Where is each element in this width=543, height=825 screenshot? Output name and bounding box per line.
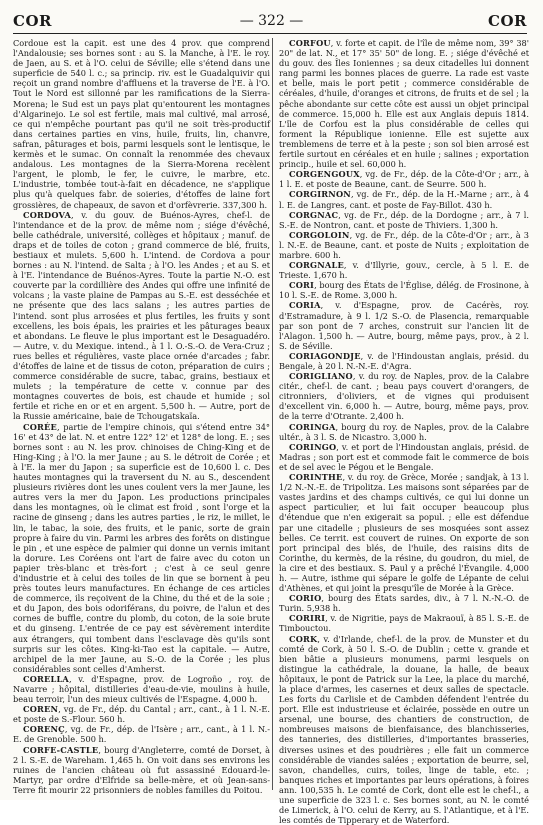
column-divider	[272, 38, 273, 790]
dictionary-entry	[279, 422, 529, 442]
entry-text: , v. et port de l'Hindoustan anglais, présid. de Madras ; son port est et commode fait le commerce de bois et de sel avec le Pégou et le Bengale.	[279, 441, 529, 472]
entry-text: Cordoue est la capit. est une des 4 prov. que comprend l'Andalousie; ses bornes sont : au S. la Manche, à l'E. le roy. de Jaen, au S. et à l'O. celui de Séville; elle s'étend dans une superficie de 540 l. c.; sa princip. riv. est le Guadalquivir qui reçoit un grand nombre d'affluens et la traverse de l'E. à l'O. Tout le Nord est sillonné par les ramifications de la Sierra-Morena; le Sud est un pays plat qu'entourent les montagnes d'Algarinejo. Le sol est fertile, mais mal cultivé, mal arrosé, ce qui n'empêche pourtant pas qu'il ne soit très-productif dans certaines parties en vins, huile, fruits, lin, chanvre, safran, pâturages et bois, parmi lesquels sont le lentisque, le kermès et le sumac. On connaît la renommée des chevaux andalous. Les montagnes de la Sierra-Morena recèlent l'argent, le plomb, le fer, le cuivre, le marbre, etc. L'industrie, tombée tout-à-fait en décadence, ne s'applique plus qu'à quelques fabr. de soieries, d'étoffes de laine fort grossières, de chapeaux, de savon et d'orfèvrerie. 337,300 h.	[13, 38, 270, 210]
entry-text: , v. d'Irlande, chef-l. de la prov. de Munster et du comté de Cork, à 50 l. S.-O. de Dublin ; cette v. grande et bien bâtie a plusieurs monumens, parmi lesquels on distingue la cathédrale, la douane, la halle, de beaux hôpitaux, le pont de Patrick sur la Lee, la place du marché, la place d'armes, les casernes et deux salles de spectacle. Les forts du Carlisle et de Cambden défendent l'entrée du port. Elle est industrieuse et éclairée, possède en outre un arsenal, une bourse, des chantiers de construction, de nombreuses maisons de bienfaisance, des blanchisseries, des tanneries, des distilleries, d'importantes brasseries, diverses usines et des poudrières ; elle fait un commerce considérable de viandes salées ; exportation de beurre, sel, savon, chandelles, cuirs, toiles, linge de table, etc. ; banques riches et importantes par leurs opérations, à foires ann. 100,535 h. Le comté de Cork, dont elle est le chef-l., a une superficie de 323 l. c. Ses bornes sont, au N. le comté de Limerick, à l'O. celui de Kerry, au S. l'Atlantique, et à l'E. les comtés de Tipperary et de Waterford.	[279, 633, 529, 825]
left-column	[13, 38, 270, 793]
entry-text: , v. forte et capit. de l'île de même nom, 39° 38' 20" de lat. N., et 17° 35' 50" de long. E. ; siége d'évêché et du gouv. des Îles Ioniennes ; sa deux citadelles lui donnent rang parmi les bonnes places de guerre. La rade est vaste et belle, mais le port petit ; commerce considérable de céréales, d'huile, d'oranges et citrons, de fruits et de sel ; la pêche abondante sur cette côte est aussi un objet principal de commerce. 15,000 h. Elle est aux Anglais depuis 1814. L'île de Corfou est la plus considérable de celles qui forment la République ionienne. Elle est sujette aux tremblemens de terre et à la peste ; son sol bien arrosé est fertile surtout en céréales et en huile ; salines ; exportation princip., huile et sel. 60,000 h.	[279, 38, 529, 170]
dictionary-entry	[279, 472, 529, 593]
dictionary-entry	[13, 210, 270, 422]
entry-text: , v. du roy. de Grèce, Morée ; sandjak, à 13 l. 1/2 N.-N.-E. de Tripolitza. Les maisons sont séparées par de vastes jardins et des champs cultivés, ce qui lui donne un aspect particulier, et lui fait occuper beaucoup plus d'étendue que n'en exigerait sa popul. ; elle est défendue par une citadelle ; plusieurs de ses mosquées sont assez belles. Ce territ. est couvert de ruines. On exporte de son port principal des blés, de l'huile, des raisins dits de Corinthe, du kermès, de la résine, du goudron, du miel, de la cire et des bestiaux. S. Paul y a prêché l'Évangile. 4,000 h. — Autre, isthme qui sépare le golfe de Lépante de celui d'Athènes, et qui joint la presqu'île de Morée à la Grèce.	[279, 472, 529, 594]
entry-headword: CORÉE	[23, 421, 57, 432]
header-rule	[13, 33, 527, 34]
dictionary-entry	[279, 189, 529, 209]
entry-text: , bourg des États de l'Église, délég. de Frosinone, à 10 l. S.-E. de Rome. 3,000 h.	[279, 280, 529, 301]
running-header	[0, 12, 543, 34]
entry-headword: CORELLA	[23, 673, 69, 684]
entry-headword: CORGNALE	[289, 260, 344, 271]
dictionary-entry	[279, 280, 529, 300]
dictionary-entry	[279, 210, 529, 230]
entry-headword: CORGOLOIN	[289, 229, 350, 240]
entry-text: , vg. de Fr., dép. du Cantal ; arr., cant., à 1 l. N.-E. et poste de S.-Flour. 560 h.	[13, 704, 270, 725]
dictionary-entry	[13, 704, 270, 724]
dictionary-entry	[13, 422, 270, 674]
entry-headword: CORIRI	[289, 613, 326, 624]
dictionary-entry	[279, 371, 529, 421]
entry-headword: CORDOVA	[23, 209, 72, 220]
right-column	[279, 38, 529, 825]
entry-headword: CORGENGOUX	[289, 169, 360, 180]
entry-text: , vg. de Fr., dép. de l'Isère ; arr., cant., à 1 l. N.-E. de Grenoble. 500 h.	[13, 724, 270, 745]
entry-text: , v. d'Illyrie, gouv., cercle, à 5 l. E. de Trieste. 1,670 h.	[279, 260, 529, 281]
dictionary-entry	[279, 351, 529, 371]
entry-headword: CORI	[289, 280, 315, 291]
dictionary-entry	[279, 613, 529, 633]
entry-text: , partie de l'empire chinois, qui s'étend entre 34° 16' et 43° de lat. N. et entre 122° 12' et 128° de long. E. ; ses bornes sont : au N. les prov. chinoises de Ching-King et de Hing-King ; à l'O. la mer Jaune ; au S. le détroit de Corée ; et à l'E. la mer du Japon ; sa superficie est de 10,600 l. c. Des hautes montagnes qui la traversent du N. au S., descendent plusieurs rivières dont les unes coulent vers la mer Jaune, les autres vers la mer du Japon. Les productions principales dans les montagnes, où le climat est froid , sont l'orge et la racine de ginseng ; dans les autres parties , le riz, le millet, le lin, le tabac, la soie, des fruits, et le panic, sorte de grain propre à faire du vin. Parmi les arbres des forêts on distingue le pin , et une espèce de palmier qui donne un vernis imitant la dorure. Les Coréens ont l'art de faire avec du coton un papier très-blanc et très-fort ; c'est à ce seul genre d'industrie et à celui des toiles de lin que se bornent à peu près toutes leurs manufactures. En échange de ces articles de commerce, ils reçoivent de la Chine, du thé et de la soie ; et du Japon, des bois odoriférans, du poivre, de l'alun et des cornes de buffle, contre du plomb, du coton, de la soie brute et du ginseng. L'entrée de ce pay est sévèrement interdite aux étrangers, qui tombent dans l'esclavage dès qu'ils sont surpris sur les côtes. King-ki-Tao est la capitale. — Autre, archipel de la mer Jaune, au S.-O. de la Corée ; les plus considérables sont celles d'Amherst.	[13, 421, 270, 674]
entry-headword: CORGIRNON	[289, 189, 351, 200]
entry-headword: CORIAGONDJE	[289, 350, 361, 361]
entry-headword: CORENÇ	[23, 724, 65, 735]
entry-text: , bourg d'Angleterre, comté de Dorset, à 2 l. S.-E. de Wareham. 1,465 h. On voit dans ses environs les ruines de l'ancien château où fut assassiné Edouard-le-Martyr, par ordre d'Elfride sa belle-mère, et où Jean-sans-Terre fit mourir 22 prisonniers de nobles familles du Poitou.	[13, 744, 270, 795]
dictionary-entry	[13, 674, 270, 704]
entry-headword: CORIGLIANO	[289, 371, 353, 382]
dictionary-entry	[279, 169, 529, 189]
dictionary-entry	[279, 38, 529, 169]
entry-headword: CORGNAC	[289, 209, 339, 220]
entry-headword: CORINTHE	[289, 472, 343, 483]
entry-headword: CORK	[289, 633, 318, 644]
entry-text: , v. du gouv. de Buénos-Ayres, chef-l. de l'intendance et de la prov. de même nom ; siége d'évêché, belle cathédrale, université, collèges et hôpitaux ; manuf. de draps et de toiles de coton ; grand commerce de blé, fruits, bestiaux et mulets. 5,600 h. L'intend. de Cordova a pour bornes : au N. l'intend. de Salta ; à l'O. les Andes ; et au S. et à l'E. l'intendance de Buénos-Ayres. Toute la partie N.-O. est couverte par la cordillière des Andes qui offre une infinité de volcans ; la vaste plaine de Pampas au S.-E. est desséchée et ne présente que des lacs salans ; les autres parties de l'intend. sont plus arrosées et plus fertiles, les fruits y sont excellens, les bois épais, les prairies et les pâturages beaux et abondans. Le fleuve le plus important est le Desaguadéro. — Autre, v. du Mexique. intend., à 1 l. O.-S.-O. de Vera-Cruz ; rues belles et régulières, vaste place ornée d'arcades ; fabr. d'étoffes de laine et de tissus de coton, préparation de cuirs ; commerce considérable de sucre, tabac, grains, bestiaux et mulets ; la température de cette v. connue par des montagnes couvertes de bois, est chaude et humide ; sol fertile et riche en or et en argent. 5,500 h. — Autre, port de la Russie américaine, baie de Tchougatskaïa.	[13, 209, 270, 422]
dictionary-entry	[279, 442, 529, 472]
entry-text: , vg. de Fr., dép. de la Dordogne ; arr., à 7 l. S.-E. de Nontron, cant. et poste de Thiviers. 1,300 h.	[279, 209, 529, 230]
dictionary-entry	[279, 230, 529, 260]
entry-headword: CORIA	[289, 300, 321, 311]
dictionary-entry	[279, 300, 529, 350]
entry-text: , v. d'Espagne, prov. de Cacérès, roy. d'Estramadure, à 9 l. 1/2 S.-O. de Plasencia, remarquable par son pont de 7 arches, construit sur l'ancien lit de l'Alagon. 1,500 h. — Autre, bourg, même pays, prov., à 2 l. S. de Séville.	[279, 300, 529, 351]
entry-text: , vg. de Fr., dép. de la Côte-d'Or ; arr., à 3 l. N.-E. de Beaune, cant. et poste de Nuits ; exploitation de marbre. 600 h.	[279, 229, 529, 260]
page-number: — 322 —	[239, 13, 304, 29]
entry-text: , vg. de Fr., dép. de la Côte-d'Or ; arr., à 1 l. E. et poste de Beaune, cant. de Seurre. 500 h.	[279, 169, 529, 190]
entry-text: , v. du roy. de Naples, prov. de la Calabre citér., chef-l. de cant. ; beau pays couvert d'orangers, de citronniers, d'oliviers, et de vignes qui produisent d'excellent vin. 6,000 h. — Autre, bourg, même pays, prov. de la terre d'Otrante. 2,400 h.	[279, 371, 529, 422]
entry-text: , vg. de Fr., dép. de la H.-Marne ; arr., à 4 l. E. de Langres, cant. et poste de Fay-Billot. 430 h.	[279, 189, 529, 210]
entry-text: , v. de Nigritie, pays de Makraouï, à 85 l. S.-E. de Timbouctou.	[279, 613, 529, 634]
dictionary-entry	[279, 593, 529, 613]
entry-headword: CORINGA	[289, 421, 336, 432]
entry-headword: CORIO	[289, 593, 322, 604]
entry-headword: COREN	[23, 704, 59, 715]
entry-headword: CORFE-CASTLE	[23, 744, 99, 755]
entry-headword: CORINGO	[289, 441, 337, 452]
entry-text: , v. de l'Hindoustan anglais, présid. du Bengale, à 20 l. N.-N.-E. d'Agra.	[279, 350, 529, 371]
entry-text: , bourg des États sardes, div., à 7 l. N.-N.-O. de Turin. 5,938 h.	[279, 593, 529, 614]
dictionary-entry	[13, 724, 270, 744]
dictionary-entry	[13, 745, 270, 795]
dictionary-entry	[279, 634, 529, 825]
header-right-guide-word: COR	[488, 12, 527, 30]
header-left-guide-word: COR	[13, 12, 52, 30]
entry-text: , bourg du roy. de Naples, prov. de la Calabre ultér., à 3 l. S. de Nicastro. 3,000 h.	[279, 421, 529, 442]
dictionary-entry	[13, 38, 270, 210]
dictionary-entry	[279, 260, 529, 280]
entry-headword: CORFOU	[289, 38, 331, 48]
entry-text: , v. d'Espagne, prov. de Logroño , roy. de Navarre ; hôpital, distilleries d'eau-de-vie, moulins à huile, beau terroir, l'un des mieux cultivés de l'Espagne. 4,000 h.	[13, 673, 270, 705]
